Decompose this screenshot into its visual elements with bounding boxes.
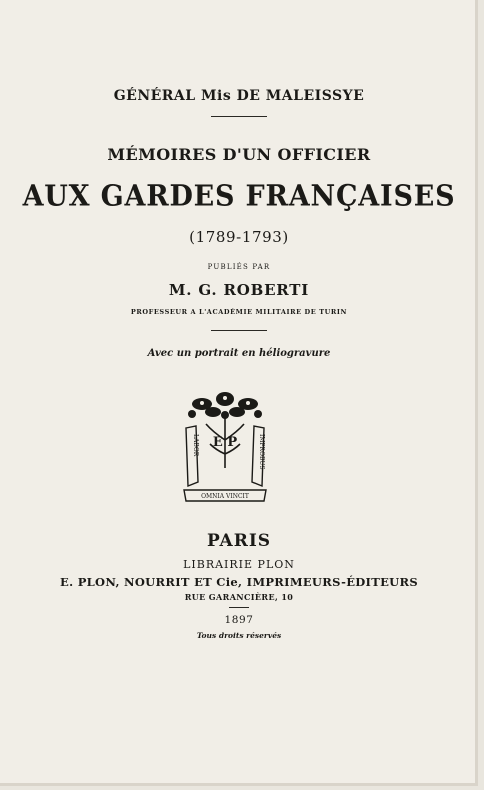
author-line: GÉNÉRAL Mis DE MALEISSYE bbox=[113, 88, 365, 104]
printer-mark-emblem bbox=[180, 390, 270, 505]
right-banner-text: IMPROBUS bbox=[258, 434, 265, 470]
divider-rule bbox=[211, 116, 267, 117]
editor-affiliation: PROFESSEUR A L'ACADÉMIE MILITAIRE DE TURIN bbox=[130, 308, 348, 316]
book-years: (1789-1793) bbox=[189, 228, 289, 246]
publisher-library: LIBRAIRIE PLON bbox=[183, 558, 295, 571]
divider-rule bbox=[229, 607, 249, 608]
printer-mark-icon bbox=[180, 390, 270, 505]
printers-line: E. PLON, NOURRIT ET Cie, IMPRIMEURS-ÉDITEURS bbox=[60, 575, 418, 589]
publication-city: PARIS bbox=[206, 531, 272, 551]
bottom-banner-text: OMNIA VINCIT bbox=[201, 493, 249, 500]
published-by-label: PUBLIÉS PAR bbox=[207, 263, 271, 271]
publication-year: 1897 bbox=[224, 614, 254, 626]
book-title: AUX GARDES FRANÇAISES bbox=[22, 179, 456, 214]
monogram-text: E P bbox=[212, 435, 238, 450]
rights-notice: Tous droits réservés bbox=[196, 631, 282, 640]
divider-rule bbox=[211, 330, 267, 331]
left-banner-text: LABOR bbox=[192, 434, 199, 457]
editor-name: M. G. ROBERTI bbox=[168, 281, 310, 299]
book-subtitle: MÉMOIRES D'UN OFFICIER bbox=[107, 145, 371, 164]
portrait-note: Avec un portrait en héliogravure bbox=[147, 348, 331, 359]
publisher-street: RUE GARANCIÈRE, 10 bbox=[184, 592, 294, 602]
